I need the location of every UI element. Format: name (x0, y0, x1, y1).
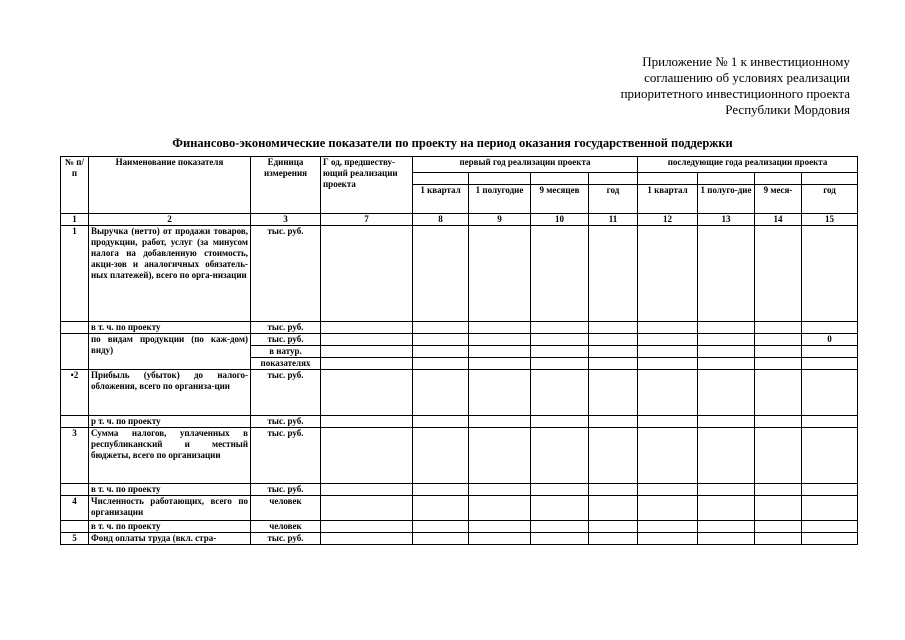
row-unit: тыс. руб. (251, 322, 321, 334)
document-title: Финансово-экономические показатели по проекту на период оказания государственной поддержки (172, 136, 733, 150)
row-unit: человек (251, 521, 321, 533)
row-name: Выручка (нетто) от продажи товаров, продукции, работ, услуг (за минусом налога на добавленную стоимость, акци-зов и аналогичных обязатель-ных платежей), всего по орга-низации (89, 226, 251, 322)
row-last-value (802, 226, 858, 322)
row-unit: тыс. руб. (251, 428, 321, 484)
header-h1: 1 полугодие (469, 185, 531, 214)
row-num: 3 (61, 428, 89, 484)
row-last-value (802, 533, 858, 545)
header-h1b: 1 полуго-дие (698, 185, 755, 214)
row-unit: человек (251, 496, 321, 521)
col-number: 13 (698, 214, 755, 226)
row-last-value (802, 370, 858, 416)
row-name: в т. ч. по проекту (89, 322, 251, 334)
appendix-line: Республики Мордовия (725, 102, 850, 117)
col-number: 8 (413, 214, 469, 226)
header-q1b: 1 квартал (638, 185, 698, 214)
col-number: 2 (89, 214, 251, 226)
row-unit: тыс. руб. (251, 226, 321, 322)
col-number: 11 (589, 214, 638, 226)
row-name: р т. ч. по проекту (89, 416, 251, 428)
row-last-value (802, 521, 858, 533)
table-row (61, 322, 858, 334)
row-name: по видам продукции (по каж-дом) виду) (89, 334, 251, 370)
row-unit: тыс. руб. (251, 370, 321, 416)
header-name: Наименование показателя (89, 157, 251, 214)
table-row (61, 334, 858, 346)
row-last-value (802, 496, 858, 521)
row-name: Фонд оплаты труда (вкл. стра- (89, 533, 251, 545)
row-unit: тыс. руб. (251, 533, 321, 545)
row-last-value (802, 484, 858, 496)
table-row (61, 496, 858, 521)
col-number: 12 (638, 214, 698, 226)
row-name: Сумма налогов, уплаченных в республиканский и местный бюджеты, всего по организации (89, 428, 251, 484)
row-num (61, 521, 89, 533)
table-row (61, 416, 858, 428)
appendix-line: Приложение № 1 к инвестиционному (642, 54, 850, 69)
row-name: в т. ч. по проекту (89, 521, 251, 533)
row-name: в т. ч. по проекту (89, 484, 251, 496)
col-number: 10 (531, 214, 589, 226)
appendix-note (560, 54, 850, 118)
row-num: •2 (61, 370, 89, 416)
row-unit: тыс. руб. (251, 334, 321, 346)
col-number: 15 (802, 214, 858, 226)
row-unit: в натур. (251, 346, 321, 358)
header-first-year: первый год реализации проекта (413, 157, 638, 173)
table-row (61, 521, 858, 533)
appendix-line: соглашению об условиях реализации (644, 70, 850, 85)
table-row (61, 484, 858, 496)
header-yearb: год (802, 185, 858, 214)
col-number: 7 (321, 214, 413, 226)
header-prev-year: Г од, предшеству-ющий реализации проекта (321, 157, 413, 214)
indicators-table (60, 156, 858, 545)
table-row (61, 226, 858, 322)
row-num (61, 334, 89, 370)
row-num: 5 (61, 533, 89, 545)
row-name: Численность работающих, всего по организации (89, 496, 251, 521)
row-num: 1 (61, 226, 89, 322)
header-next-years: последующие года реализации проекта (638, 157, 858, 173)
header-m9b: 9 меся- (755, 185, 802, 214)
table-row (61, 533, 858, 545)
col-number: 9 (469, 214, 531, 226)
row-num (61, 322, 89, 334)
header-unit: Единица измерения (251, 157, 321, 214)
appendix-line: приоритетного инвестиционного проекта (620, 86, 850, 101)
row-num (61, 484, 89, 496)
table-row (61, 370, 858, 416)
col-number: 1 (61, 214, 89, 226)
row-unit: тыс. руб. (251, 416, 321, 428)
row-num (61, 416, 89, 428)
column-number-row (61, 214, 858, 226)
col-number: 3 (251, 214, 321, 226)
table-row (61, 428, 858, 484)
row-last-value (802, 428, 858, 484)
col-number: 14 (755, 214, 802, 226)
row-last-value (802, 416, 858, 428)
row-unit: показателях (251, 358, 321, 370)
header-m9: 9 месяцев (531, 185, 589, 214)
row-num: 4 (61, 496, 89, 521)
header-q1: 1 квартал (413, 185, 469, 214)
header-year: год (589, 185, 638, 214)
row-last-value: 0 (802, 334, 858, 346)
row-name: Прибыль (убыток) до налого-обложения, всего по организа-ции (89, 370, 251, 416)
header-num: № п/п (61, 157, 89, 214)
row-unit: тыс. руб. (251, 484, 321, 496)
row-last-value (802, 322, 858, 334)
